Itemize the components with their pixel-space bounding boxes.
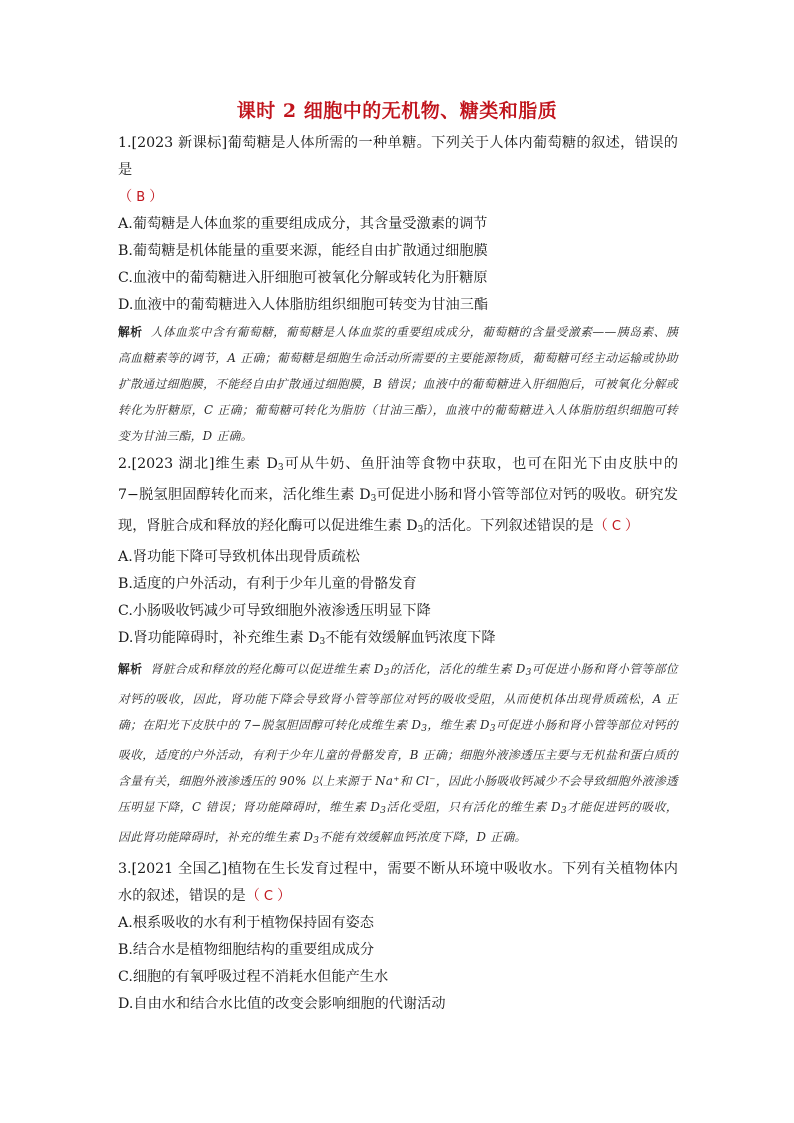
- subscript: 3: [319, 637, 326, 647]
- answer-open-paren: （: [245, 888, 260, 904]
- subscript: 3: [313, 836, 320, 846]
- subscript: 3: [525, 668, 532, 678]
- analysis-text: 不能有效缓解血钙浓度下降，D 正确。: [319, 830, 527, 844]
- answer-close-paren: ）: [624, 518, 640, 534]
- analysis-text: 的活化，活化的维生素 D: [389, 662, 526, 676]
- question-number: 1.: [118, 135, 132, 151]
- option-c: C.小肠吸收钙减少可导致细胞外液渗透压明显下降: [118, 603, 431, 619]
- option-text: D.肾功能障碍时，补充维生素 D: [118, 630, 320, 646]
- analysis-text: 才能促进钙的吸收，因此肾功能障碍时，补充的维生素 D: [118, 800, 679, 844]
- question-2-stem: [118, 451, 678, 544]
- analysis-2: [118, 656, 678, 854]
- question-list: [118, 130, 678, 1018]
- page-title: 课时 2 细胞中的无机物、糖类和脂质: [236, 100, 558, 122]
- option-a: A.葡萄糖是人体血浆的重要组成成分，其含量受激素的调节: [118, 216, 488, 232]
- analysis-text: ，维生素 D: [427, 718, 490, 732]
- question-1-stem: [118, 130, 678, 211]
- analysis-label: 解析: [118, 325, 143, 339]
- analysis-text: 可促进小肠和肾小管等部位对钙的吸收，适度的户外活动，有利于少年儿童的骨骼发育，B 正确；细胞外液渗透压主要与无机盐和蛋白质的含量有关，细胞外液渗透压的 90% 以上来源于 Na⁺和 Cl⁻，因此小肠吸收钙减少不会导致细胞外液渗透压明显下降，C 错误；肾功能障碍时，维生素 D: [118, 718, 678, 814]
- question-3-stem: [118, 856, 678, 910]
- question-text: 的活化。下列叙述错误的是: [423, 518, 594, 534]
- subscript: 3: [370, 494, 377, 504]
- answer-close-paren: ）: [276, 888, 292, 904]
- option-a: A.肾功能下降可导致机体出现骨质疏松: [118, 549, 360, 565]
- option-c: C.血液中的葡萄糖进入肝细胞可被氧化分解或转化为肝糖原: [118, 270, 488, 286]
- analysis-text: 肾脏合成和释放的羟化酶可以促进维生素 D: [150, 662, 384, 676]
- answer-close-paren: ）: [149, 189, 164, 205]
- analysis-text: 活化受阻，只有活化的维生素 D: [386, 800, 561, 814]
- subscript: 3: [380, 806, 387, 816]
- option-b: B.葡萄糖是机体能量的重要来源，能经自由扩散通过细胞膜: [118, 243, 488, 259]
- question-source: [2021 全国乙]: [131, 861, 228, 877]
- analysis-label: 解析: [118, 662, 143, 676]
- question-source: [2023 湖北]: [131, 456, 215, 472]
- question-text: 植物在生长发育过程中，需要不断从环境中吸收水。下列有关植物体内水的叙述，错误的是: [118, 861, 678, 904]
- option-b: B.结合水是植物细胞结构的重要组成成分: [118, 942, 375, 958]
- question-number: 3.: [118, 861, 132, 877]
- option-c: C.细胞的有氧呼吸过程不消耗水但能产生水: [118, 969, 389, 985]
- option-d: [118, 625, 678, 656]
- subscript: 3: [417, 525, 424, 535]
- question-text: 葡萄糖是人体所需的一种单糖。下列关于人体内葡萄糖的叙述，错误的是: [118, 135, 678, 178]
- option-d: D.自由水和结合水比值的改变会影响细胞的代谢活动: [118, 996, 446, 1012]
- answer-letter: B: [136, 190, 146, 205]
- option-b: B.适度的户外活动，有利于少年儿童的骨骼发育: [118, 576, 417, 592]
- subscript: 3: [277, 463, 284, 473]
- option-a: A.根系吸收的水有利于植物保持固有姿态: [118, 915, 374, 931]
- question-source: [2023 新课标]: [131, 135, 228, 151]
- answer-open-paren: （: [118, 189, 133, 205]
- analysis-1: [118, 319, 678, 449]
- question-text: 维生素 D: [214, 456, 278, 472]
- question-text: 可从牛奶、鱼肝油等食物中获取，也可在阳光下由皮肤中的 7−脱氢胆固醇转化而来，活化维生素 D: [118, 456, 679, 503]
- answer-open-paren: （: [593, 518, 608, 534]
- analysis-text: 可促进小肠和肾小管等部位对钙的吸收，因此，肾功能下降会导致肾小管等部位对钙的吸收受阻，从而使机体出现骨质疏松，A 正确；在阳光下皮肤中的 7−脱氢胆固醇可转化成维生素 D: [118, 662, 678, 732]
- answer-letter: C: [263, 889, 273, 904]
- question-number: 2.: [118, 456, 132, 472]
- question-text: 可促进小肠和肾小管等部位对钙的吸收。研究发现，肾脏合成和释放的羟化酶可以促进维生素 D: [118, 487, 678, 534]
- analysis-text: 人体血浆中含有葡萄糖，葡萄糖是人体血浆的重要组成成分，葡萄糖的含量受激素——胰岛素、胰高血糖素等的调节，A 正确；葡萄糖是细胞生命活动所需要的主要能源物质，葡萄糖可经主动运输或协助扩散通过细胞膜，不能经自由扩散通过细胞膜，B 错误；血液中的葡萄糖进入肝细胞后，可被氧化分解或转化为肝糖原，C 正确；葡萄糖可转化为脂肪（甘油三酯），血液中的葡萄糖进入人体脂肪组织细胞可转变为甘油三酯，D 正确。: [118, 325, 679, 443]
- subscript: 3: [383, 668, 390, 678]
- subscript: 3: [489, 724, 496, 734]
- option-d: D.血液中的葡萄糖进入人体脂肪组织细胞可转变为甘油三酯: [118, 297, 489, 313]
- subscript: 3: [421, 724, 428, 734]
- subscript: 3: [560, 806, 567, 816]
- option-text: 不能有效缓解血钙浓度下降: [325, 630, 496, 646]
- answer-letter: C: [611, 519, 621, 534]
